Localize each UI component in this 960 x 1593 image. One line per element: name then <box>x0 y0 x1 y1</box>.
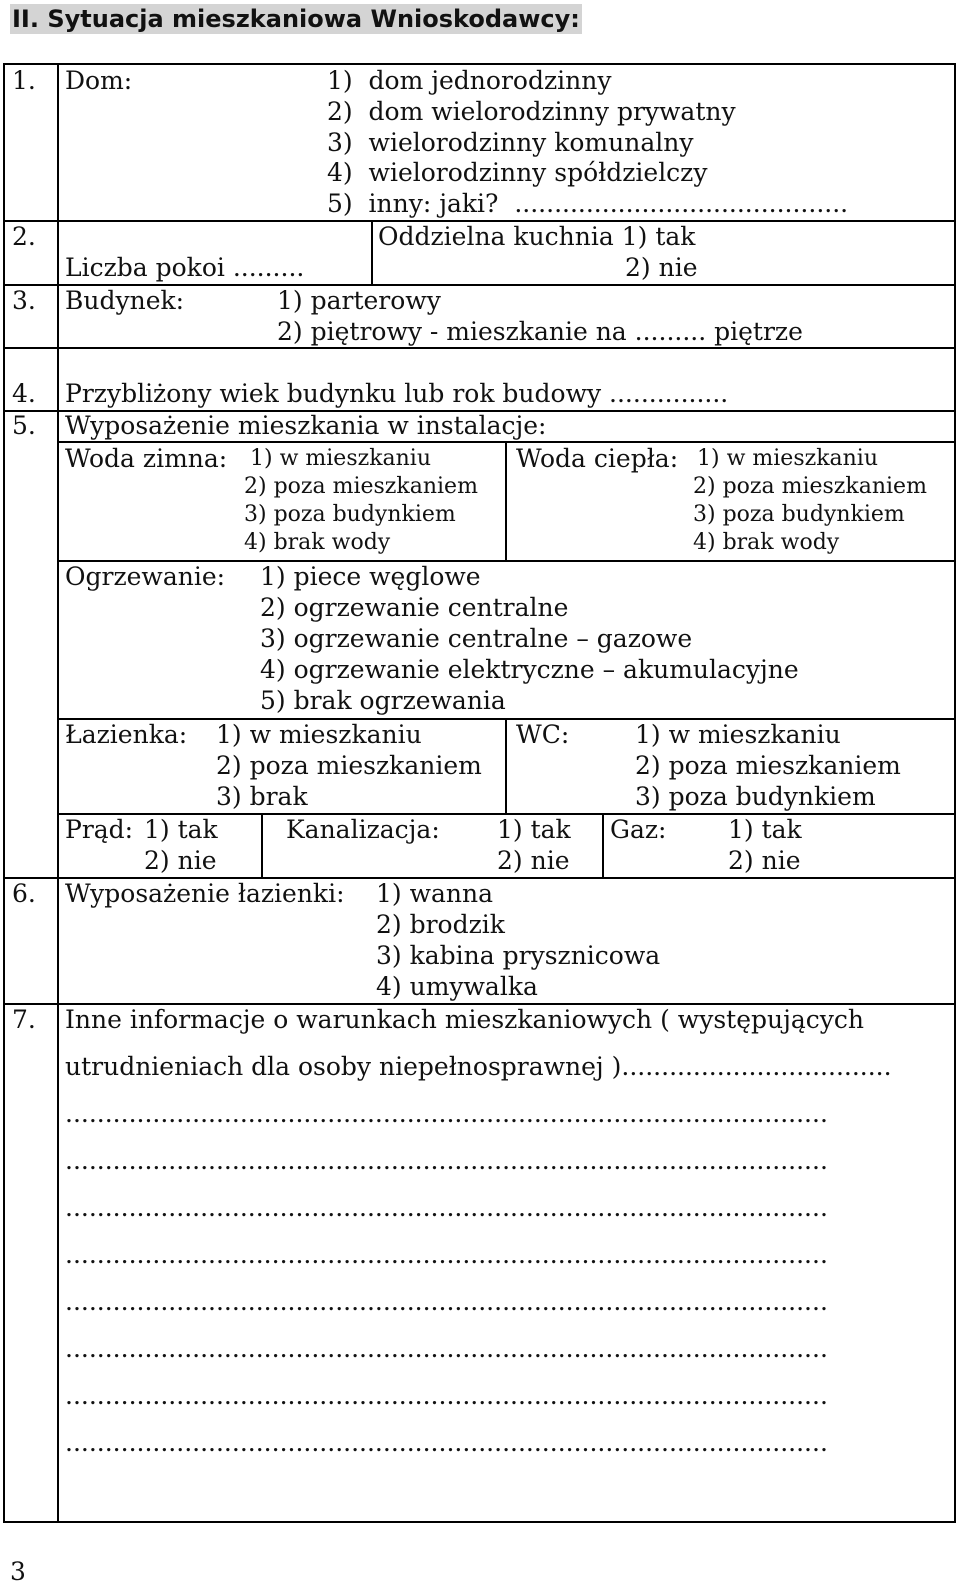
s7-number: 7. <box>12 1005 36 1034</box>
s1-option-4: 4) wielorodzinny spółdzielczy <box>327 158 708 187</box>
hot-water-option-4: 4) brak wody <box>693 530 840 555</box>
s1-number: 1. <box>12 66 36 95</box>
bathroom-option-2: 2) poza mieszkaniem <box>216 751 482 780</box>
s7-dotted-line: ................................................................................................ <box>65 1099 828 1128</box>
hot-water-label: Woda ciepła: <box>516 444 679 473</box>
wc-option-2: 2) poza mieszkaniem <box>635 751 901 780</box>
s3-number: 3. <box>12 286 36 315</box>
heating-label: Ogrzewanie: <box>65 562 226 591</box>
s7-dotted-line: ................................................................................................ <box>65 1381 828 1410</box>
s1-option-3: 3) wielorodzinny komunalny <box>327 128 694 157</box>
s3-option-2: 2) piętrowy - mieszkanie na ......... piętrze <box>277 317 803 346</box>
s1-label: Dom: <box>65 66 133 95</box>
s2-kitchen: Oddzielna kuchnia 1) tak <box>378 222 696 251</box>
power-label: Prąd: <box>65 815 134 844</box>
s6-option-3: 3) kabina prysznicowa <box>376 941 661 970</box>
bath-wc-divider <box>505 718 507 813</box>
s4-text: Przybliżony wiek budynku lub rok budowy ............... <box>65 379 729 408</box>
cold-water-option-4: 4) brak wody <box>244 530 391 555</box>
hot-water-option-3: 3) poza budynkiem <box>693 502 905 527</box>
heating-option-5: 5) brak ogrzewania <box>260 686 506 715</box>
row-separator-3-4 <box>3 347 956 349</box>
hot-water-option-2: 2) poza mieszkaniem <box>693 474 927 499</box>
wc-option-1: 1) w mieszkaniu <box>635 720 841 749</box>
power-yes: 1) tak <box>144 815 218 844</box>
s6-number: 6. <box>12 879 36 908</box>
cold-water-option-3: 3) poza budynkiem <box>244 502 456 527</box>
page-number: 3 <box>10 1557 26 1586</box>
s7-dotted-line: ................................................................................................ <box>65 1428 828 1457</box>
hot-water-option-1: 1) w mieszkaniu <box>697 446 879 471</box>
s7-dotted-line: ................................................................................................ <box>65 1146 828 1175</box>
heating-option-3: 3) ogrzewanie centralne – gazowe <box>260 624 693 653</box>
section-heading: II. Sytuacja mieszkaniowa Wnioskodawcy: <box>12 5 580 33</box>
s7-dotted-line: ................................................................................................ <box>65 1287 828 1316</box>
cold-water-option-1: 1) w mieszkaniu <box>250 446 432 471</box>
s6-option-4: 4) umywalka <box>376 972 538 1001</box>
s1-option-5: 5) inny: jaki? .......................................... <box>327 189 849 218</box>
cold-water-option-2: 2) poza mieszkaniem <box>244 474 478 499</box>
s7-dotted-line: ................................................................................................ <box>65 1193 828 1222</box>
s4-number: 4. <box>12 379 36 408</box>
gas-label: Gaz: <box>610 815 667 844</box>
s6-option-1: 1) wanna <box>376 879 494 908</box>
s3-label: Budynek: <box>65 286 185 315</box>
power-sewer-divider <box>261 813 263 877</box>
s1-option-2: 2) dom wielorodzinny prywatny <box>327 97 736 126</box>
gas-no: 2) nie <box>728 846 801 875</box>
sewer-gas-divider <box>602 813 604 877</box>
s6-option-2: 2) brodzik <box>376 910 505 939</box>
s7-dotted-line: ................................................................................................ <box>65 1334 828 1363</box>
s3-option-1: 1) parterowy <box>277 286 441 315</box>
heating-option-1: 1) piece węglowe <box>260 562 481 591</box>
gas-yes: 1) tak <box>728 815 802 844</box>
wc-option-3: 3) poza budynkiem <box>635 782 876 811</box>
s7-line-2: utrudnieniach dla osoby niepełnosprawnej ).................................. <box>65 1052 892 1081</box>
sewer-label: Kanalizacja: <box>286 815 440 844</box>
cold-water-label: Woda zimna: <box>65 444 228 473</box>
bathroom-option-1: 1) w mieszkaniu <box>216 720 422 749</box>
heating-option-2: 2) ogrzewanie centralne <box>260 593 569 622</box>
sewer-yes: 1) tak <box>497 815 571 844</box>
kitchen-divider <box>371 220 373 284</box>
s6-label: Wyposażenie łazienki: <box>65 879 345 908</box>
wc-label: WC: <box>516 720 570 749</box>
heating-option-4: 4) ogrzewanie elektryczne – akumulacyjne <box>260 655 799 684</box>
bathroom-label: Łazienka: <box>65 720 188 749</box>
power-no: 2) nie <box>144 846 217 875</box>
s2-kitchen-no: 2) nie <box>625 253 698 282</box>
sewer-no: 2) nie <box>497 846 570 875</box>
bathroom-option-3: 3) brak <box>216 782 308 811</box>
s5-title: Wyposażenie mieszkania w instalacje: <box>65 411 547 440</box>
s7-line-1: Inne informacje o warunkach mieszkaniowych ( występujących <box>65 1005 864 1034</box>
s7-dotted-line: ................................................................................................ <box>65 1240 828 1269</box>
s1-option-1: 1) dom jednorodzinny <box>327 66 612 95</box>
s2-number: 2. <box>12 222 36 251</box>
water-divider <box>505 441 507 560</box>
s5-number: 5. <box>12 411 36 440</box>
number-column-divider <box>57 63 59 1523</box>
s2-rooms: Liczba pokoi ......... <box>65 253 305 282</box>
